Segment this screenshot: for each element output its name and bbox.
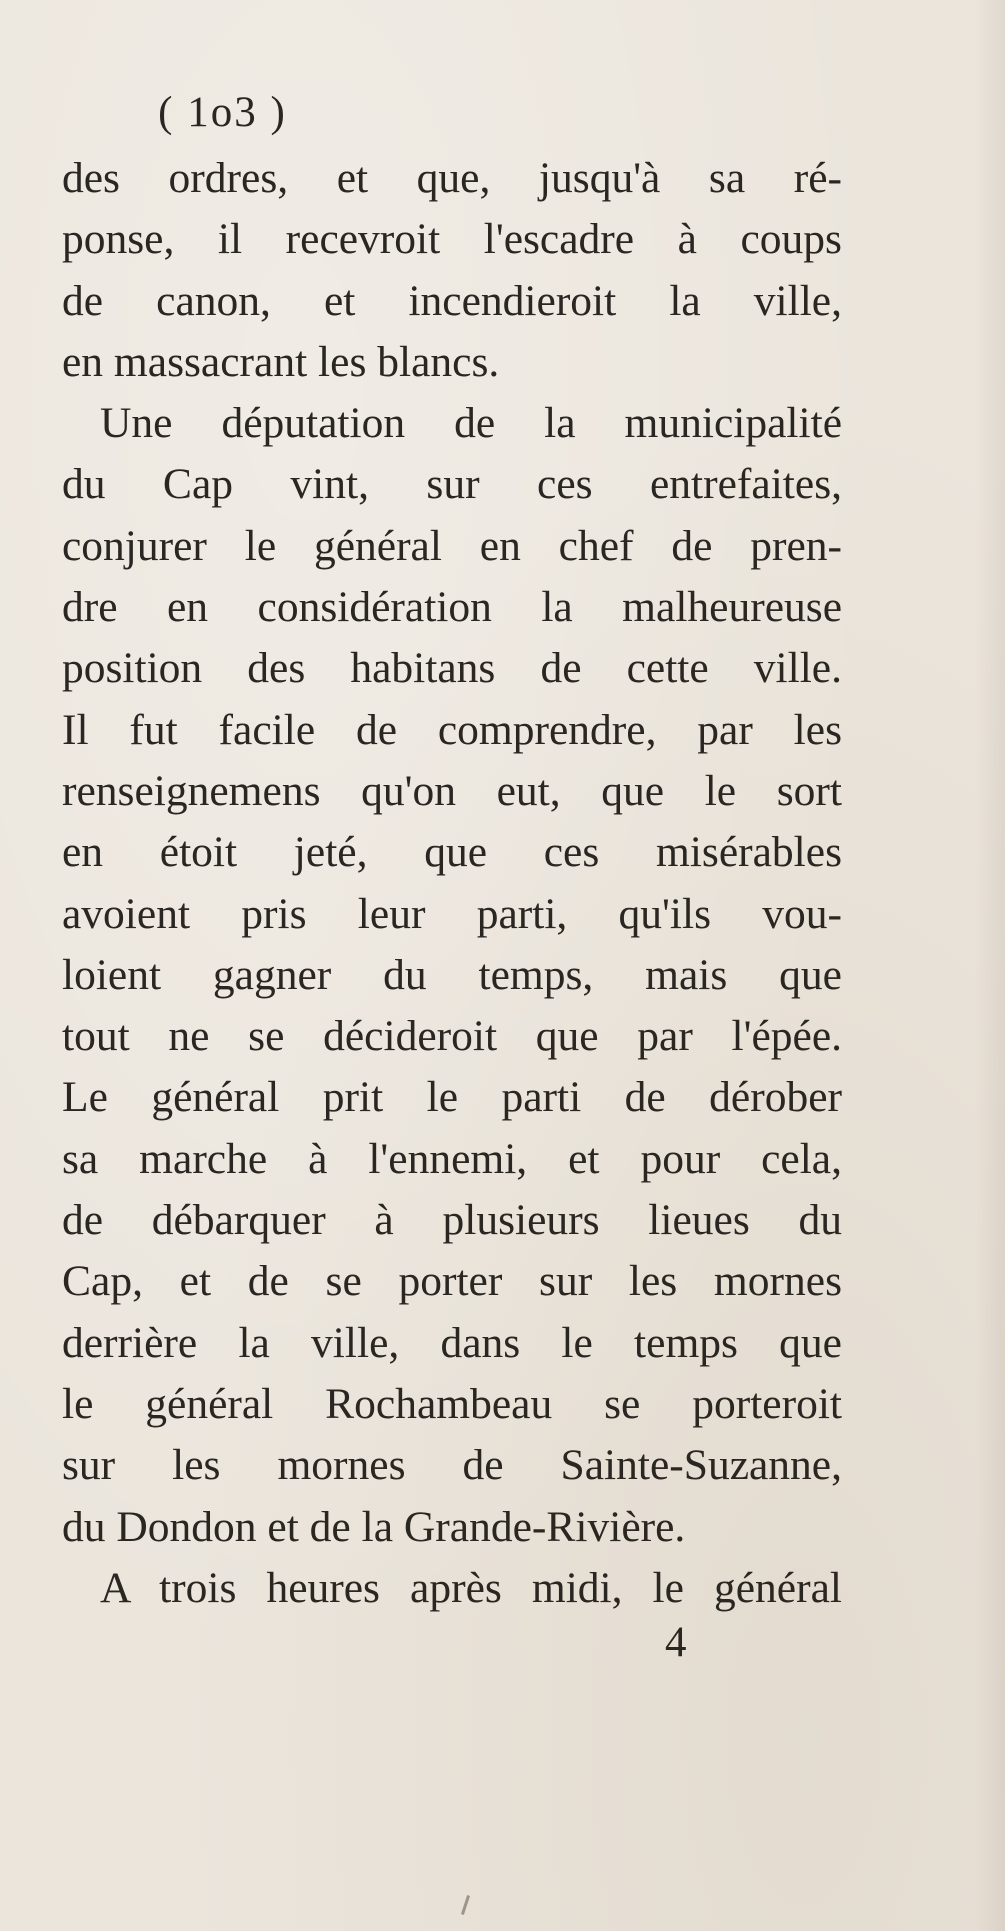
text-line: Il fut facile de comprendre, par les (62, 705, 842, 754)
body-text (62, 148, 842, 1619)
text-line: derrière la ville, dans le temps que (62, 1318, 842, 1367)
text-line: avoient pris leur parti, qu'ils vou- (62, 889, 842, 938)
text-line: Le général prit le parti de dérober (62, 1073, 842, 1122)
signature-mark: 4 (665, 1619, 687, 1666)
text-line: position des habitans de cette ville. (62, 644, 842, 693)
text-line: A trois heures après midi, le général (100, 1563, 842, 1612)
text-line: sa marche à l'ennemi, et pour cela, (62, 1134, 842, 1183)
text-line: Cap, et de se porter sur les mornes (62, 1257, 842, 1306)
text-line: dre en considération la malheureuse (62, 583, 842, 632)
text-line: renseignemens qu'on eut, que le sort (62, 766, 842, 815)
text-line: ponse, il recevroit l'escadre à coups (62, 215, 842, 264)
text-line: sur les mornes de Sainte-Suzanne, (62, 1441, 842, 1490)
text-line: en étoit jeté, que ces misérables (62, 828, 842, 877)
paper-blemish (461, 1895, 470, 1915)
text-line: du Cap vint, sur ces entrefaites, (62, 460, 842, 509)
page-number: ( 1o3 ) (158, 89, 287, 136)
page-number-header (0, 88, 1005, 137)
text-line: Une députation de la municipalité (100, 399, 842, 448)
text-line: des ordres, et que, jusqu'à sa ré- (62, 154, 842, 202)
text-line: conjurer le général en chef de pren- (62, 521, 842, 570)
text-line: de canon, et incendieroit la ville, (62, 276, 842, 325)
page-gutter-shadow (975, 0, 1005, 1931)
text-line: tout ne se décideroit que par l'épée. (62, 1012, 842, 1061)
text-line: de débarquer à plusieurs lieues du (62, 1196, 842, 1245)
text-line: loient gagner du temps, mais que (62, 950, 842, 999)
text-line: le général Rochambeau se porteroit (62, 1379, 842, 1428)
text-line: en massacrant les blancs. (62, 337, 500, 386)
text-line: du Dondon et de la Grande-Rivière. (62, 1502, 686, 1551)
